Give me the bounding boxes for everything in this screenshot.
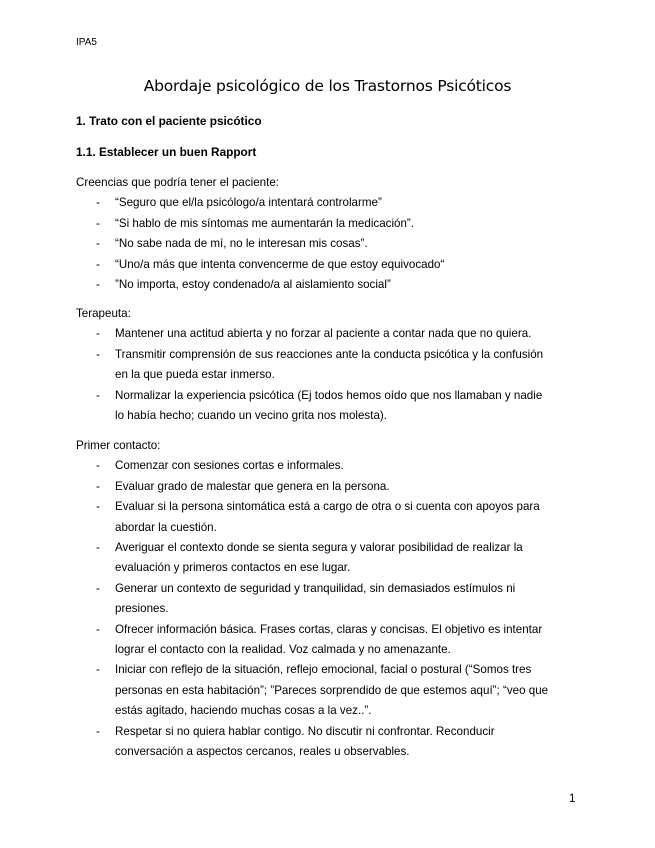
heading-1: 1. Trato con el paciente psicótico	[76, 114, 262, 128]
list-item	[76, 538, 549, 579]
bullet-dash: -	[96, 622, 100, 636]
heading-1-1: 1.1. Establecer un buen Rapport	[76, 145, 257, 159]
list-item	[76, 620, 549, 661]
section-primer-contacto	[76, 436, 556, 763]
list-item	[76, 497, 549, 538]
list-item-text: Mantener una actitud abierta y no forzar al paciente a contar nada que no quiera.	[115, 327, 532, 341]
bullet-dash: -	[96, 196, 100, 210]
list-item-text: Generar un contexto de seguridad y tranquilidad, sin demasiados estímulos ni presiones.	[115, 581, 516, 616]
list-item	[76, 234, 549, 254]
list-item-text: Transmitir comprensión de sus reacciones ante la conducta psicótica y la confusión en la que pueda estar inmerso.	[115, 347, 544, 382]
section-label: Creencias que podría tener el paciente:	[76, 176, 280, 189]
bullet-dash: -	[96, 500, 100, 514]
list-item	[76, 214, 549, 234]
section-creencias	[76, 173, 556, 295]
bullet-list	[76, 324, 556, 426]
bullet-dash: -	[96, 663, 100, 677]
list-item-text: Comenzar con sesiones cortas e informales.	[115, 459, 344, 473]
bullet-dash: -	[96, 278, 100, 292]
list-item-text: Iniciar con reflejo de la situación, reflejo emocional, facial o postural (“Somos tres personas en esta habitación”; ”Pareces sorprendido de que estemos aquí”; “veo que estás agitado, haciendo muchas cosas a la vez..”.	[115, 663, 549, 718]
list-item-text: Normalizar la experiencia psicótica (Ej todos hemos oído que nos llamaban y nadie lo había hecho; cuando un vecino grita nos molesta).	[115, 388, 543, 423]
section-terapeuta	[76, 304, 556, 426]
list-item-text: “Seguro que el/la psicólogo/a intentará controlarme”	[115, 196, 382, 210]
bullet-dash: -	[96, 388, 100, 402]
list-item	[76, 722, 549, 763]
list-item	[76, 345, 549, 386]
section-label: Primer contacto:	[76, 439, 161, 452]
list-item	[76, 324, 549, 344]
list-item	[76, 579, 549, 620]
bullet-dash: -	[96, 257, 100, 271]
list-item	[76, 255, 549, 275]
list-item-text: Ofrecer información básica. Frases cortas, claras y concisas. El objetivo es intentar lograr el contacto con la realidad. Voz calmada y no amenazante.	[115, 622, 543, 657]
bullet-dash: -	[96, 541, 100, 555]
page-number: 1	[569, 793, 576, 805]
list-item-text: “Uno/a más que intenta convencerme de que estoy equivocado“	[115, 257, 445, 271]
list-item	[76, 456, 549, 476]
list-item	[76, 275, 549, 295]
bullet-list	[76, 456, 556, 762]
section-label: Terapeuta:	[76, 307, 131, 320]
bullet-dash: -	[96, 327, 100, 341]
page-header: IPA5	[76, 37, 97, 48]
bullet-dash: -	[96, 459, 100, 473]
list-item-text: Evaluar si la persona sintomática está a cargo de otra o si cuenta con apoyos para abordar la cuestión.	[115, 500, 540, 534]
bullet-dash: -	[96, 581, 100, 595]
list-item	[76, 386, 549, 427]
bullet-dash: -	[96, 347, 100, 361]
bullet-dash: -	[96, 237, 100, 251]
bullet-dash: -	[96, 724, 100, 738]
bullet-dash: -	[96, 216, 100, 230]
list-item-text: Respetar si no quiera hablar contigo. No discutir ni confrontar. Reconducir conversación a aspectos cercanos, reales u observables.	[115, 724, 495, 759]
list-item-text: Averiguar el contexto donde se sienta segura y valorar posibilidad de realizar la evaluación y primeros contactos en ese lugar.	[115, 541, 523, 575]
list-item-text: Evaluar grado de malestar que genera en la persona.	[115, 479, 390, 493]
list-item-text: ”No importa, estoy condenado/a al aislamiento social”	[115, 278, 391, 292]
list-item	[76, 477, 549, 497]
list-item	[76, 660, 549, 721]
list-item	[76, 193, 549, 213]
bullet-list	[76, 193, 556, 295]
bullet-dash: -	[96, 479, 100, 493]
list-item-text: “No sabe nada de mí, no le interesan mis cosas”.	[115, 237, 368, 251]
list-item-text: “Si hablo de mis síntomas me aumentarán la medicación”.	[115, 216, 414, 230]
document-title: Abordaje psicológico de los Trastornos Psicóticos	[143, 77, 512, 95]
